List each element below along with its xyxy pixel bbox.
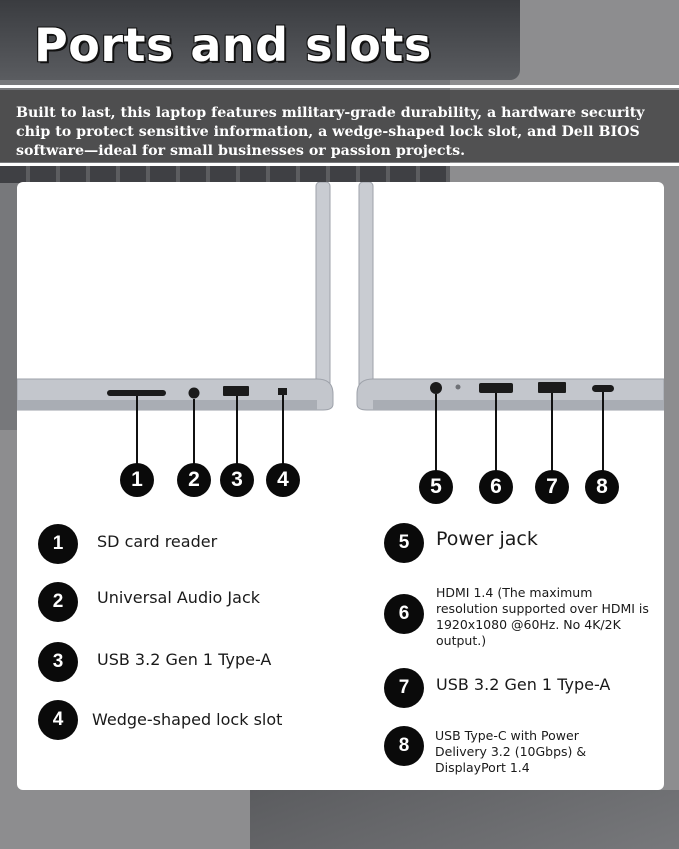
power-jack xyxy=(430,382,442,394)
legend-label-power-jack: Power jack xyxy=(436,528,538,550)
callout-4: 4 xyxy=(266,463,300,497)
audio-jack xyxy=(189,388,200,399)
legend-label-usb-a-left: USB 3.2 Gen 1 Type-A xyxy=(97,650,272,669)
legend-label-usb-c: USB Type-C with Power Delivery 3.2 (10Gbps) & DisplayPort 1.4 xyxy=(435,728,587,775)
callout-1: 1 xyxy=(120,463,154,497)
divider xyxy=(0,163,679,166)
legend-number: 5 xyxy=(384,523,424,563)
legend-label-sd-card-reader: SD card reader xyxy=(97,532,218,551)
legend-number: 4 xyxy=(38,700,78,740)
lock-slot xyxy=(278,388,287,395)
right-side-laptop-illustration xyxy=(357,182,664,472)
legend-number: 6 xyxy=(384,594,424,634)
usb-a-port-right xyxy=(538,382,566,393)
sd-card-slot xyxy=(107,390,166,396)
background-keyboard-keys xyxy=(0,165,450,183)
legend-label-usb-a-right: USB 3.2 Gen 1 Type-A xyxy=(436,675,611,694)
page-subtitle: Built to last, this laptop features military-grade durability, a hardware security chip to protect sensitive information, a wedge-shaped lock slot, and Dell BIOS software—ideal for small businesses or passion projects. xyxy=(16,105,645,159)
legend-label-lock-slot: Wedge-shaped lock slot xyxy=(92,710,283,729)
background-laptop-corner xyxy=(250,790,679,849)
legend-number: 3 xyxy=(38,642,78,682)
legend-number: 1 xyxy=(38,524,78,564)
ports-panel xyxy=(17,182,664,790)
legend-label-hdmi: HDMI 1.4 (The maximum resolution supported over HDMI is 1920x1080 @60Hz. No 4K/2K output.) xyxy=(436,585,649,648)
callout-8: 8 xyxy=(585,470,619,504)
callout-5: 5 xyxy=(419,470,453,504)
callout-2: 2 xyxy=(177,463,211,497)
hdmi-port xyxy=(479,383,513,393)
callout-7: 7 xyxy=(535,470,569,504)
laptop-side-views xyxy=(17,182,664,482)
left-side-laptop-illustration xyxy=(17,182,333,466)
callout-3: 3 xyxy=(220,463,254,497)
callout-6: 6 xyxy=(479,470,513,504)
page-title: Ports and slots xyxy=(34,18,432,72)
legend-label-audio-jack: Universal Audio Jack xyxy=(97,588,261,607)
divider xyxy=(0,85,679,88)
usb-c-port xyxy=(592,385,614,392)
usb-a-port-left xyxy=(223,386,249,396)
legend-number: 7 xyxy=(384,668,424,708)
legend-number: 2 xyxy=(38,582,78,622)
legend-number: 8 xyxy=(384,726,424,766)
